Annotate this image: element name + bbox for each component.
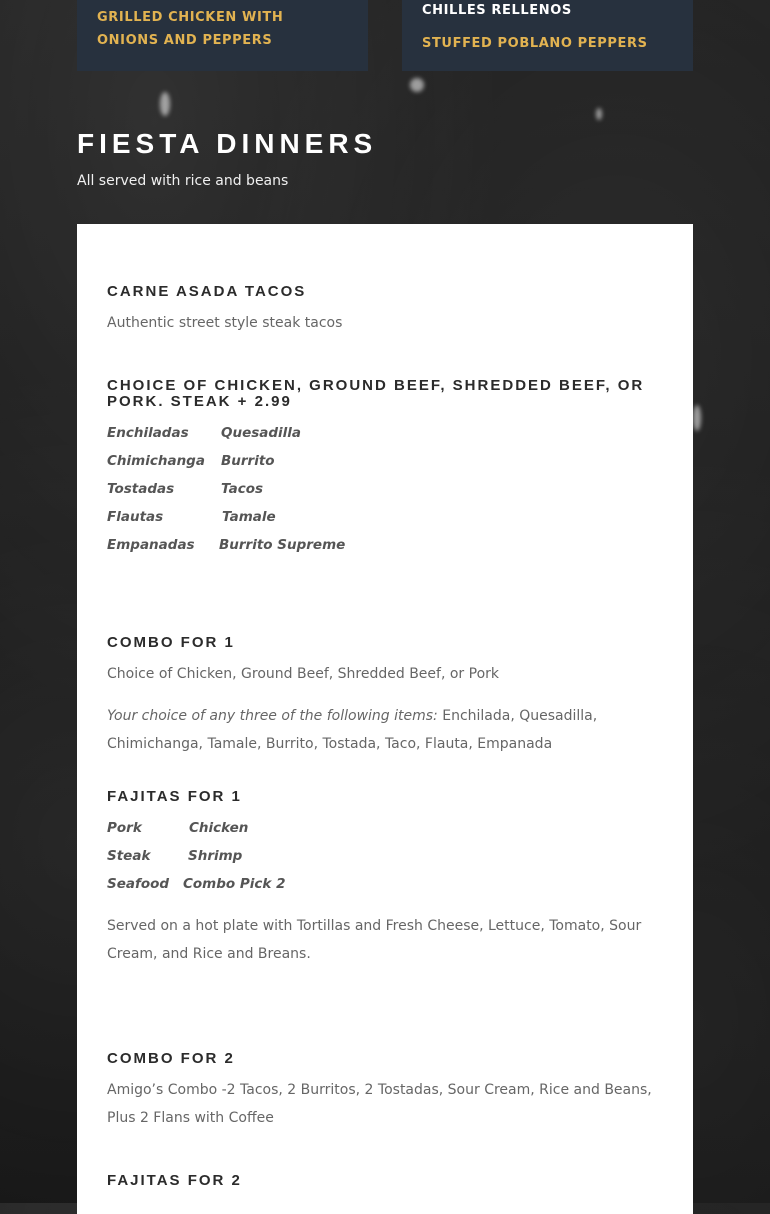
option-item: Empanadas <box>107 537 195 553</box>
choice-lead: Your choice of any three of the following items: <box>107 708 438 724</box>
item-desc-combo-1: Choice of Chicken, Ground Beef, Shredded Beef, or Pork <box>107 666 499 682</box>
menu-card-grilled-chicken <box>77 0 368 71</box>
item-choice-combo-1 <box>107 702 667 758</box>
option-item: Burrito <box>221 453 275 469</box>
card-subtitle: STUFFED POBLANO PEPPERS <box>422 36 648 51</box>
background-texture-speck <box>160 92 170 116</box>
item-desc-combo-2: Amigo’s Combo -2 Tacos, 2 Burritos, 2 Tostadas, Sour Cream, Rice and Beans, Plus 2 Flans with Coffee <box>107 1082 652 1126</box>
item-title-fajitas-1: FAJITAS FOR 1 <box>107 788 242 805</box>
item-desc-fajitas-1: Served on a hot plate with Tortillas and Fresh Cheese, Lettuce, Tomato, Sour Cream, and Rice and Breans. <box>107 918 642 962</box>
menu-panel <box>77 224 693 1214</box>
item-desc-carne-asada: Authentic street style steak tacos <box>107 315 343 331</box>
option-item: Burrito Supreme <box>219 537 346 553</box>
item-title-combo-2: COMBO FOR 2 <box>107 1050 235 1067</box>
option-item: Chimichanga <box>107 453 205 469</box>
option-item: Tacos <box>221 481 264 497</box>
option-item: Tostadas <box>107 481 175 497</box>
background-texture-speck <box>693 405 701 431</box>
background-texture-speck <box>596 108 602 120</box>
option-item: Quesadilla <box>221 425 302 441</box>
item-title-choice: CHOICE OF CHICKEN, GROUND BEEF, SHREDDED BEEF, OR PORK. STEAK + 2.99 <box>107 377 645 410</box>
section-subheading: All served with rice and beans <box>77 173 289 189</box>
option-item: Flautas <box>107 509 164 525</box>
option-item: Chicken <box>189 820 249 836</box>
card-title: GRILLED CHICKEN WITH ONIONS AND PEPPERS <box>97 10 284 48</box>
option-item: Seafood <box>107 876 170 892</box>
option-item: Enchiladas <box>107 425 189 441</box>
item-title-carne-asada: CARNE ASADA TACOS <box>107 283 307 300</box>
option-item: Tamale <box>222 509 276 525</box>
item-title-combo-1: COMBO FOR 1 <box>107 634 235 651</box>
section-heading: FIESTA DINNERS <box>77 128 378 159</box>
option-item: Shrimp <box>188 848 243 864</box>
background-texture-speck <box>410 78 424 92</box>
option-item: Combo Pick 2 <box>183 876 286 892</box>
option-item: Pork <box>107 820 142 836</box>
menu-card-chilles-rellenos <box>402 0 693 71</box>
card-title: CHILLES RELLENOS <box>422 3 572 18</box>
option-item: Steak <box>107 848 151 864</box>
choice-items: Enchilada, Quesadilla, Chimichanga, Tamale, Burrito, Tostada, Taco, Flauta, Empanada <box>107 708 598 752</box>
item-title-fajitas-2: FAJITAS FOR 2 <box>107 1172 242 1189</box>
